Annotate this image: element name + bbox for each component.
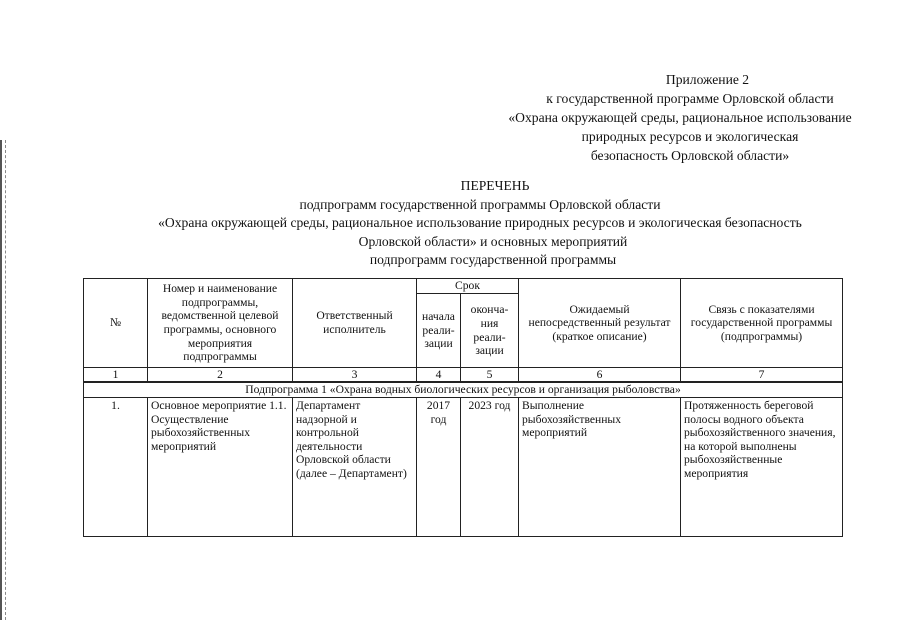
- header-executor: Ответственный исполнитель: [293, 279, 417, 368]
- header-num: №: [84, 279, 148, 368]
- appendix-heading: [460, 70, 900, 165]
- row-num: 1.: [84, 398, 148, 537]
- column-number: 3: [293, 368, 417, 383]
- table-row: [84, 398, 843, 537]
- row-name: Основное мероприятие 1.1. Осуществление рыбохозяйственных мероприятий: [148, 398, 293, 537]
- row-result: Выполнение рыбохозяйственных мероприятий: [519, 398, 681, 537]
- appendix-line-1: Приложение 2: [665, 72, 750, 87]
- header-name: Номер и наименование подпрограммы, ведомственной целевой программы, основного мероприятия подпрограммы: [148, 279, 293, 368]
- column-numbers-row: [84, 368, 843, 383]
- title-line-2: подпрограмм государственной программы Орловской области: [299, 196, 661, 212]
- subprogram-title: Подпрограмма 1 «Охрана водных биологических ресурсов и организация рыболовства»: [84, 382, 843, 398]
- appendix-line-3: «Охрана окружающей среды, рациональное использование: [508, 110, 852, 125]
- title-line-1: ПЕРЕЧЕНЬ: [460, 178, 530, 193]
- header-end: оконча-ния реали-зации: [461, 294, 519, 368]
- appendix-line-2: к государственной программе Орловской области: [546, 91, 834, 106]
- row-link: Протяженность береговой полосы водного объекта рыбохозяйственного значения, на которой выполнены рыбохозяйственные мероприятия: [681, 398, 843, 537]
- header-link: Связь с показателями государственной программы (подпрограммы): [681, 279, 843, 368]
- header-result: Ожидаемый непосредственный результат (краткое описание): [519, 279, 681, 368]
- header-start: начала реали-зации: [417, 294, 461, 368]
- column-number: 5: [461, 368, 519, 383]
- column-number: 6: [519, 368, 681, 383]
- row-start: 2017 год: [417, 398, 461, 537]
- title-line-3: «Охрана окружающей среды, рациональное использование природных ресурсов и экологическая безопасность: [158, 215, 802, 230]
- column-number: 4: [417, 368, 461, 383]
- subprogram-row: [84, 382, 843, 398]
- appendix-line-4: природных ресурсов и экологическая: [581, 129, 799, 144]
- table-header-row: [84, 279, 843, 294]
- column-number: 2: [148, 368, 293, 383]
- column-number: 1: [84, 368, 148, 383]
- appendix-line-5: безопасность Орловской области»: [590, 148, 790, 163]
- row-executor: Департамент надзорной и контрольной деятельности Орловской области (далее – Департамент): [293, 398, 417, 537]
- subprograms-table: [83, 278, 843, 537]
- header-term: Срок: [417, 279, 519, 294]
- document-title: [80, 177, 880, 270]
- column-number: 7: [681, 368, 843, 383]
- row-end: 2023 год: [461, 398, 519, 537]
- title-line-5: подпрограмм государственной программы: [369, 252, 617, 267]
- title-line-4: Орловской области» и основных мероприятий: [358, 233, 628, 249]
- scan-edge-mark: [0, 140, 6, 620]
